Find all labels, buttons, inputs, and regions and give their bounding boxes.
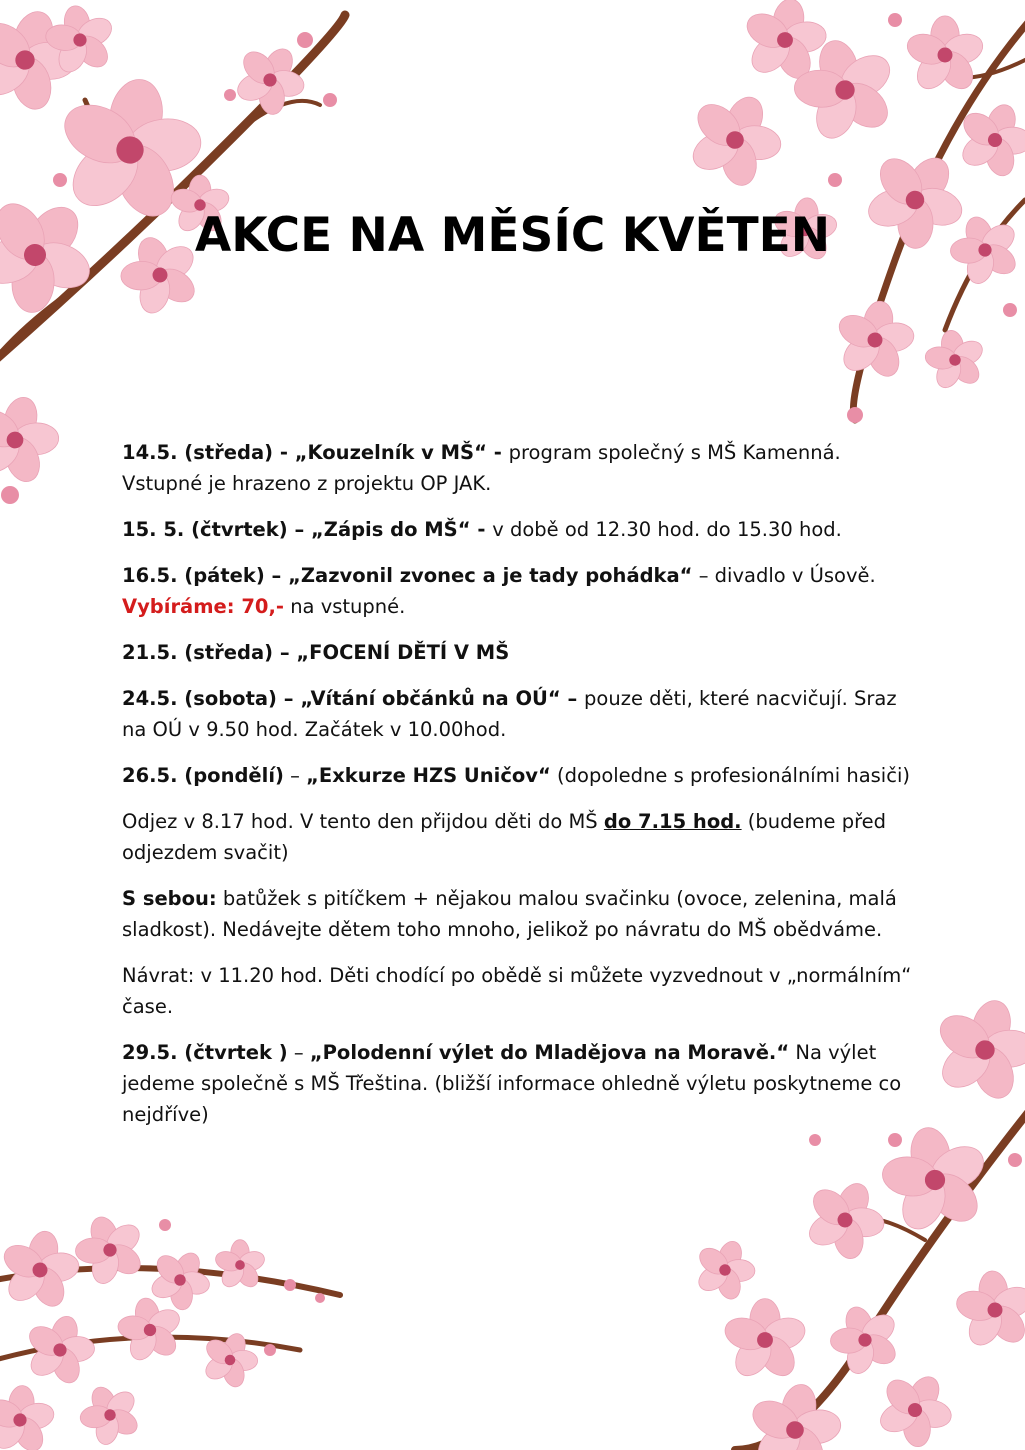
blossom-bud [297,32,313,48]
event-name: „Kouzelník v MŠ“ [294,441,487,464]
blossom-bud [1008,1153,1022,1167]
blossom-bud [159,1219,171,1231]
event-text: pouze děti, které nacvičují. Sraz na OÚ v 9.50 hod. Začátek v 10.00hod. [122,687,897,741]
event-date: 14.5. (středa) [122,441,274,464]
blossom-flower [862,1359,967,1450]
blossom-bud [1003,303,1017,317]
page-title: AKCE NA MĚSÍC KVĚTEN [194,208,831,263]
event-name: „Zápis do MŠ“ [310,518,471,541]
event-text: v době od 12.30 hod. do 15.30 hod. [492,518,842,541]
event-text: program společný s MŠ Kamenná. Vstupné je hrazeno z projektu OP JAK. [122,441,841,495]
blossom-flower [64,1205,157,1296]
blossom-bud [888,13,902,27]
event-date: 26.5. (pondělí) [122,764,284,787]
blossom-flower [920,987,1025,1114]
event-item: 14.5. (středa) - „Kouzelník v MŠ“ - program společný s MŠ Kamenná. Vstupné je hrazeno z projektu OP JAK. [122,441,841,495]
blossom-bud [284,1279,296,1291]
event-date: 29.5. (čtvrtek ) [122,1041,288,1064]
blossom-bud [264,1344,276,1356]
excursion-bring: S sebou: batůžek s pitíčkem + nějakou malou svačinku (ovoce, zelenina, malá sladkost). Nedávejte dětem toho mnoho, jelikož po návratu do MŠ obědváme. [122,887,897,941]
event-name: „Polodenní výlet do Mladějova na Moravě.“ [309,1041,790,1064]
event-item: 16.5. (pátek) – „Zazvonil zvonec a je tady pohádka“ – divadlo v Úsově. Vybíráme: 70,- na vstupné. [122,564,876,618]
blossom-flower [790,1167,899,1274]
blossom-flower [721,1299,809,1383]
event-text: divadlo v Úsově. [714,564,876,587]
blossom-flower [918,325,991,396]
event-list [122,437,917,1145]
event-name: „FOCENÍ DĚTÍ V MŠ [296,641,510,664]
blossom-bud [224,89,236,101]
event-item: 26.5. (pondělí) – „Exkurze HZS Uničov“ (dopoledne s profesionálními hasiči) [122,764,910,787]
excursion-departure: Odjez v 8.17 hod. V tento den přijdou děti do MŠ do 7.15 hod. (budeme před odjezdem svačit) [122,810,887,864]
event-name: „Zazvonil zvonec a je tady pohádka“ [288,564,693,587]
blossom-bud [323,93,337,107]
blossom-flower [945,92,1025,189]
event-date: 21.5. (středa) [122,641,274,664]
blossom-flower [950,1267,1025,1353]
event-item: 21.5. (středa) – „FOCENÍ DĚTÍ V MŠ [122,641,510,664]
event-item: 24.5. (sobota) – „Vítání občánků na OÚ“ – pouze děti, které nacvičují. Sraz na OÚ v 9.50 hod. Začátek v 10.00hod. [122,687,897,741]
arrival-deadline: do 7.15 hod. [603,810,742,833]
event-text: (dopoledne s profesionálními hasiči) [550,764,910,787]
blossom-flower [0,1382,60,1450]
cherry-blossom-branch-bottom-left [0,1210,360,1450]
blossom-bud [1,486,19,504]
blossom-bud [315,1293,325,1303]
event-item: 15. 5. (čtvrtek) – „Zápis do MŠ“ - v době od 12.30 hod. do 15.30 hod. [122,518,842,541]
event-date: 16.5. (pátek) [122,564,265,587]
event-date: 15. 5. (čtvrtek) [122,518,288,541]
event-name: „Exkurze HZS Uničov“ [306,764,551,787]
blossom-bud [828,173,842,187]
blossom-flower [819,1295,912,1386]
excursion-return: Návrat: v 11.20 hod. Děti chodící po obědě si můžete vyzvednout v „normálním“ čase. [122,964,912,1018]
bring-label: S sebou: [122,887,217,910]
blossom-flower [903,16,986,95]
event-name: „Vítání občánků na OÚ“ [300,687,561,710]
blossom-flower [69,1374,152,1450]
blossom-flower [827,294,923,386]
blossom-flower [193,1324,267,1397]
event-text: Na výlet jedeme společně s MŠ Třeština. (bližší informace ohledně výletu poskytneme co nejdříve) [122,1041,902,1126]
blossom-flower [0,386,71,495]
blossom-bud [847,407,863,423]
blossom-bud [53,173,67,187]
blossom-flower [213,1240,267,1291]
event-date: 24.5. (sobota) [122,687,277,710]
blossom-flower [0,1224,88,1316]
price-highlight: Vybíráme: 70,- [122,595,284,618]
blossom-flower [685,1231,765,1310]
blossom-flower [671,78,799,204]
event-item: 29.5. (čtvrtek ) – „Polodenní výlet do Mladějova na Moravě.“ Na výlet jedeme společně s MŠ Třeština. (bližší informace ohledně výletu poskytneme co nejdříve) [122,1041,902,1126]
